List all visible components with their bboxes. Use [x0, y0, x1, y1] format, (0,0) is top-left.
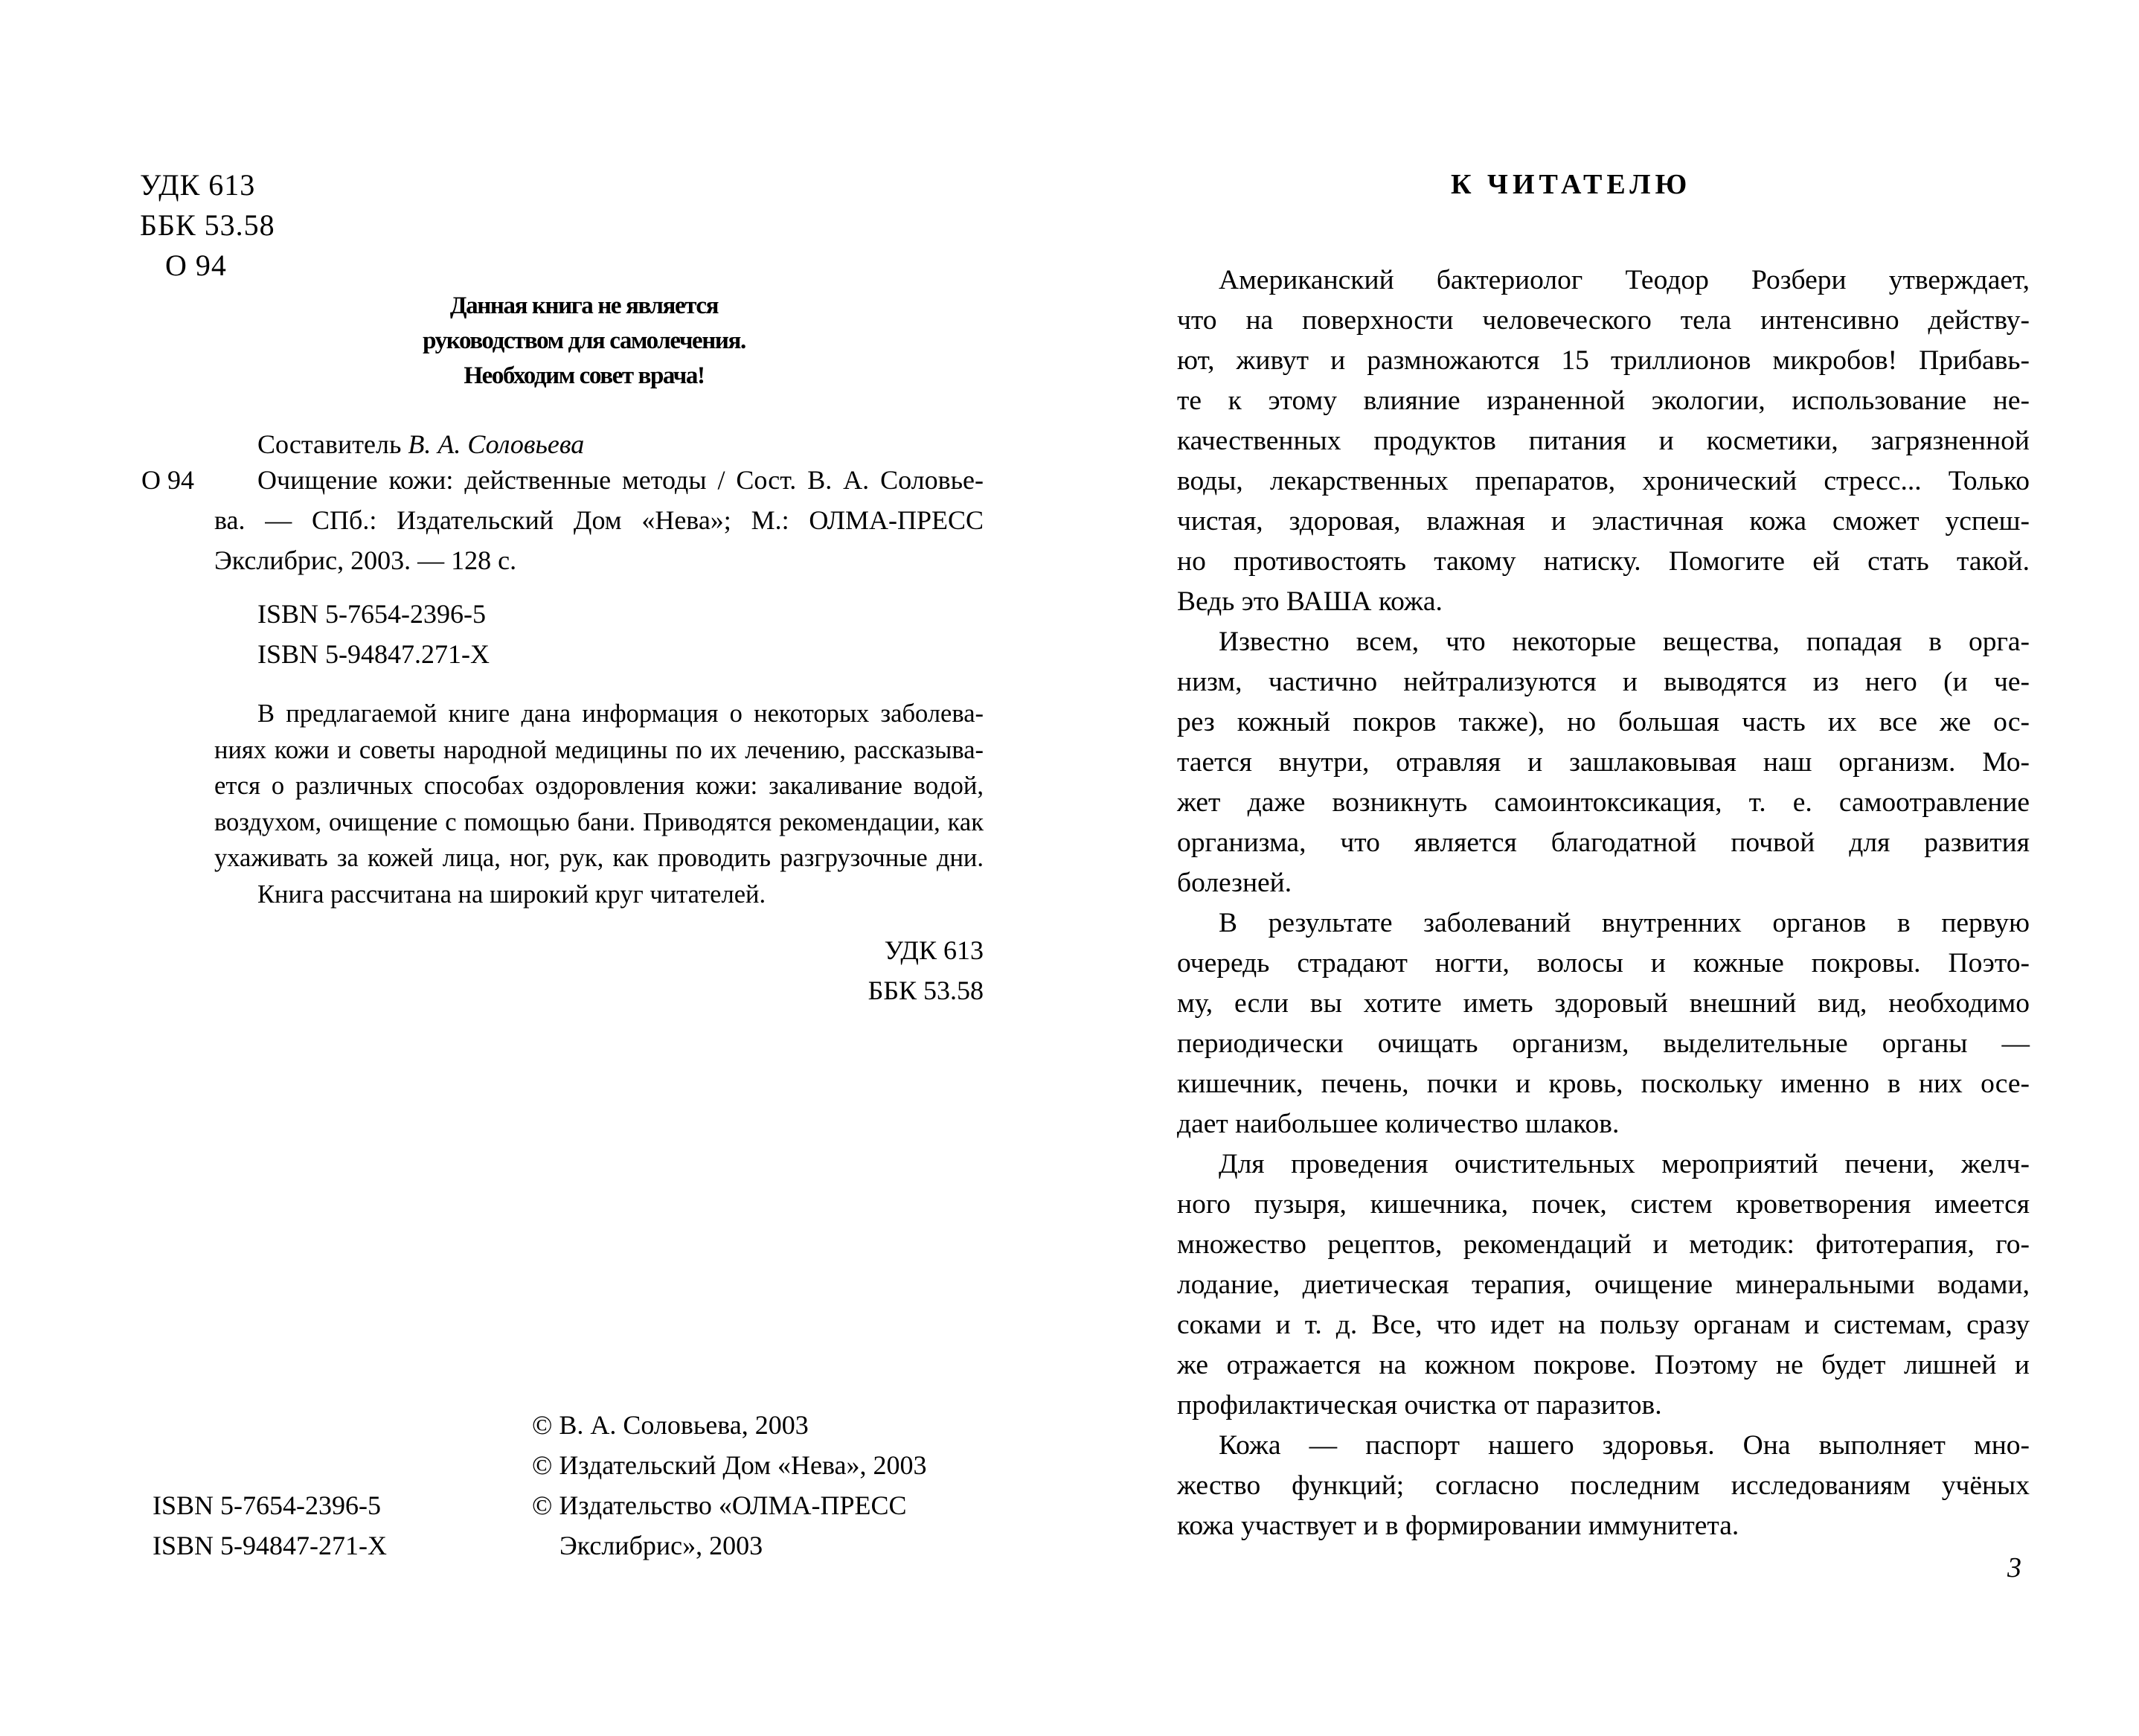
compiler-line [257, 424, 584, 464]
copyright-line: Экслибрис», 2003 [559, 1531, 763, 1560]
text-line: ют, живут и размножаются 15 триллионов микробов! Прибавь- [1177, 345, 2030, 376]
copyright-line: © Издательство «ОЛМА-ПРЕСС [532, 1490, 907, 1520]
text-line: му, если вы хотите иметь здоровый внешний вид, необходимо [1177, 988, 2030, 1019]
text-line: чистая, здоровая, влажная и эластичная кожа сможет успеш- [1177, 506, 2030, 537]
text-line: рез кожный покров также), но большая часть их все же ос- [1177, 707, 2030, 737]
text-line: дает наибольшее количество шлаков. [1177, 1109, 1620, 1139]
text-line: что на поверхности человеческого тела интенсивно действу- [1177, 305, 2030, 336]
annotation-line: ниях кожи и советы народной медицины по их лечению, рассказыва- [214, 735, 984, 764]
text-line: очередь страдают ногти, волосы и кожные покровы. Поэто- [1177, 948, 2030, 978]
catalog-line: Экслибрис, 2003. — 128 с. [214, 545, 517, 575]
text-line: соками и т. д. Все, что идет на пользу органам и системам, сразу [1177, 1310, 2030, 1340]
text-line: Известно всем, что некоторые вещества, попадая в орга- [1219, 627, 2030, 657]
isbn-bottom-2: ISBN 5-94847-271-X [153, 1531, 387, 1560]
text-line: ного пузыря, кишечника, почек, систем кроветворения имеется [1177, 1189, 2030, 1220]
right-page [1064, 0, 2139, 1736]
copyright-line: © В. А. Соловьева, 2003 [532, 1410, 809, 1440]
warning-line: руководством для самолечения. [423, 327, 745, 354]
isbn-bottom-1: ISBN 5-7654-2396-5 [153, 1490, 381, 1520]
text-line: профилактическая очистка от паразитов. [1177, 1390, 1662, 1420]
catalog-line: ва. — СПб.: Издательский Дом «Нева»; М.: ОЛМА-ПРЕСС [214, 505, 984, 535]
annotation-line: ется о различных способах оздоровления кожи: закаливание водой, [214, 772, 984, 800]
text-line: лодание, диетическая терапия, очищение минеральными водами, [1177, 1269, 2030, 1300]
text-line: Кожа — паспорт нашего здоровья. Она выполняет мно- [1219, 1430, 2030, 1461]
compiler-label: Составитель [257, 429, 408, 459]
warning-line: Необходим совет врача! [464, 362, 705, 389]
text-line: Для проведения очистительных мероприятий печени, желч- [1219, 1149, 2030, 1179]
text-line: В результате заболеваний внутренних органов в первую [1219, 908, 2030, 938]
text-line: кишечник, печень, почки и кровь, поскольку именно в них осе- [1177, 1069, 2030, 1099]
author-mark-top: О 94 [165, 249, 227, 282]
medical-warning [327, 289, 841, 394]
text-line: воды, лекарственных препаратов, хронический стресс... Только [1177, 466, 2030, 496]
body-text [1177, 260, 2030, 1546]
left-page [0, 0, 1064, 1736]
text-line: организма, что является благодатной почвой для развития [1177, 827, 2030, 858]
text-line: те к этому влияние израненной экологии, использование не- [1177, 385, 2030, 416]
text-line: низм, частично нейтрализуются и выводятся из него (и че- [1177, 667, 2030, 697]
isbn-mid-1: ISBN 5-7654-2396-5 [257, 599, 486, 629]
annotation-line: Книга рассчитана на широкий круг читателей. [257, 880, 766, 909]
annotation [214, 696, 984, 912]
udk-code-right: УДК 613 [884, 935, 984, 965]
text-line: тается внутри, отравляя и зашлаковывая наш организм. Мо- [1177, 747, 2030, 778]
bbk-code-top: ББК 53.58 [140, 208, 275, 242]
annotation-line: воздухом, очищение с помощью бани. Приводятся рекомендации, как [214, 807, 984, 836]
warning-line: Данная книга не является [449, 292, 719, 319]
text-line: но противостоять такому натиску. Помогите ей стать такой. [1177, 546, 2030, 577]
text-line: болезней. [1177, 868, 1292, 898]
bbk-code-right: ББК 53.58 [868, 976, 984, 1005]
page-title: К ЧИТАТЕЛЮ [1451, 169, 1692, 200]
text-line: периодически очищать организм, выделительные органы — [1177, 1028, 2030, 1059]
text-line: Американский бактериолог Теодор Розбери утверждает, [1219, 265, 2030, 295]
text-line: кожа участвует и в формировании иммунитета. [1177, 1511, 1739, 1541]
text-line: жет даже возникнуть самоинтоксикация, т. е. самоотравление [1177, 787, 2030, 818]
isbn-mid-2: ISBN 5-94847.271-X [257, 639, 490, 669]
annotation-line: В предлагаемой книге дана информация о некоторых заболева- [257, 699, 984, 728]
catalog-entry [214, 460, 984, 580]
annotation-line: ухаживать за кожей лица, ног, рук, как проводить разгрузочные дни. [214, 844, 984, 872]
text-line: качественных продуктов питания и косметики, загрязненной [1177, 426, 2030, 456]
compiler-name: В. А. Соловьева [408, 429, 585, 459]
text-line: Ведь это ВАША кожа. [1177, 586, 1443, 617]
text-line: множество рецептов, рекомендаций и методик: фитотерапия, го- [1177, 1229, 2030, 1260]
udk-code-top: УДК 613 [140, 168, 256, 202]
text-line: жество функций; согласно последним исследованиям учёных [1177, 1470, 2030, 1501]
copyright-line: © Издательский Дом «Нева», 2003 [532, 1450, 927, 1480]
text-line: же отражается на кожном покрове. Поэтому не будет лишней и [1177, 1350, 2030, 1380]
catalog-code: О 94 [141, 465, 194, 495]
page-number: 3 [2007, 1552, 2021, 1583]
catalog-line: Очищение кожи: действенные методы / Сост. В. А. Соловье- [257, 465, 984, 495]
